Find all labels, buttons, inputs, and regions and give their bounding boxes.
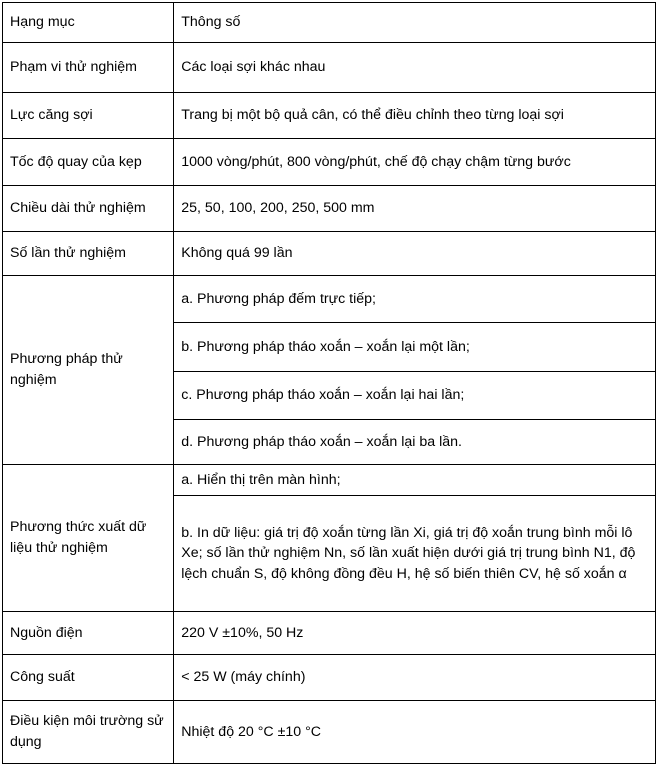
table-row	[3, 701, 656, 764]
table-row	[3, 93, 656, 139]
row-label-power-supply: Nguồn điện	[3, 612, 174, 655]
specification-table	[2, 2, 656, 764]
row-value-test-method-b: b. Phương pháp tháo xoắn – xoắn lại một lần;	[174, 323, 656, 372]
row-label-power-consumption: Công suất	[3, 655, 174, 701]
table-row	[3, 232, 656, 276]
row-value-test-method-a: a. Phương pháp đếm trực tiếp;	[174, 276, 656, 323]
table-row	[3, 186, 656, 232]
row-label-environment: Điều kiện môi trường sử dụng	[3, 701, 174, 764]
row-value-clamp-speed: 1000 vòng/phút, 800 vòng/phút, chế độ chạy chậm từng bước	[174, 139, 656, 186]
table-row	[3, 276, 656, 323]
column-header-spec: Thông số	[174, 3, 656, 43]
row-value-environment: Nhiệt độ 20 °C ±10 °C	[174, 701, 656, 764]
row-value-test-method-d: d. Phương pháp tháo xoắn – xoắn lại ba lần.	[174, 420, 656, 465]
row-value-test-count: Không quá 99 lần	[174, 232, 656, 276]
row-label-clamp-speed: Tốc độ quay của kẹp	[3, 139, 174, 186]
column-header-item: Hạng mục	[3, 3, 174, 43]
table-row	[3, 612, 656, 655]
row-label-test-scope: Phạm vi thử nghiệm	[3, 43, 174, 93]
row-label-test-length: Chiều dài thử nghiệm	[3, 186, 174, 232]
row-label-data-output: Phương thức xuất dữ liệu thử nghiệm	[3, 465, 174, 612]
row-value-test-method-c: c. Phương pháp tháo xoắn – xoắn lại hai lần;	[174, 372, 656, 420]
table-row	[3, 655, 656, 701]
row-value-power-consumption: < 25 W (máy chính)	[174, 655, 656, 701]
row-value-data-output-b: b. In dữ liệu: giá trị độ xoắn từng lần Xi, giá trị độ xoắn trung bình mỗi lô Xe; số lần thử nghiệm Nn, số lần xuất hiện dưới giá trị trung bình N1, độ lệch chuẩn S, độ không đồng đều H, hệ số biến thiên CV, hệ số xoắn α	[174, 496, 656, 612]
row-value-power-supply: 220 V ±10%, 50 Hz	[174, 612, 656, 655]
row-value-test-scope: Các loại sợi khác nhau	[174, 43, 656, 93]
row-label-test-count: Số lần thử nghiệm	[3, 232, 174, 276]
row-value-data-output-a: a. Hiển thị trên màn hình;	[174, 465, 656, 496]
table-row	[3, 465, 656, 496]
row-value-yarn-tension: Trang bị một bộ quả cân, có thể điều chỉnh theo từng loại sợi	[174, 93, 656, 139]
row-label-test-method: Phương pháp thử nghiệm	[3, 276, 174, 465]
row-value-test-length: 25, 50, 100, 200, 250, 500 mm	[174, 186, 656, 232]
table-header-row	[3, 3, 656, 43]
table-row	[3, 139, 656, 186]
row-label-yarn-tension: Lực căng sợi	[3, 93, 174, 139]
table-row	[3, 43, 656, 93]
